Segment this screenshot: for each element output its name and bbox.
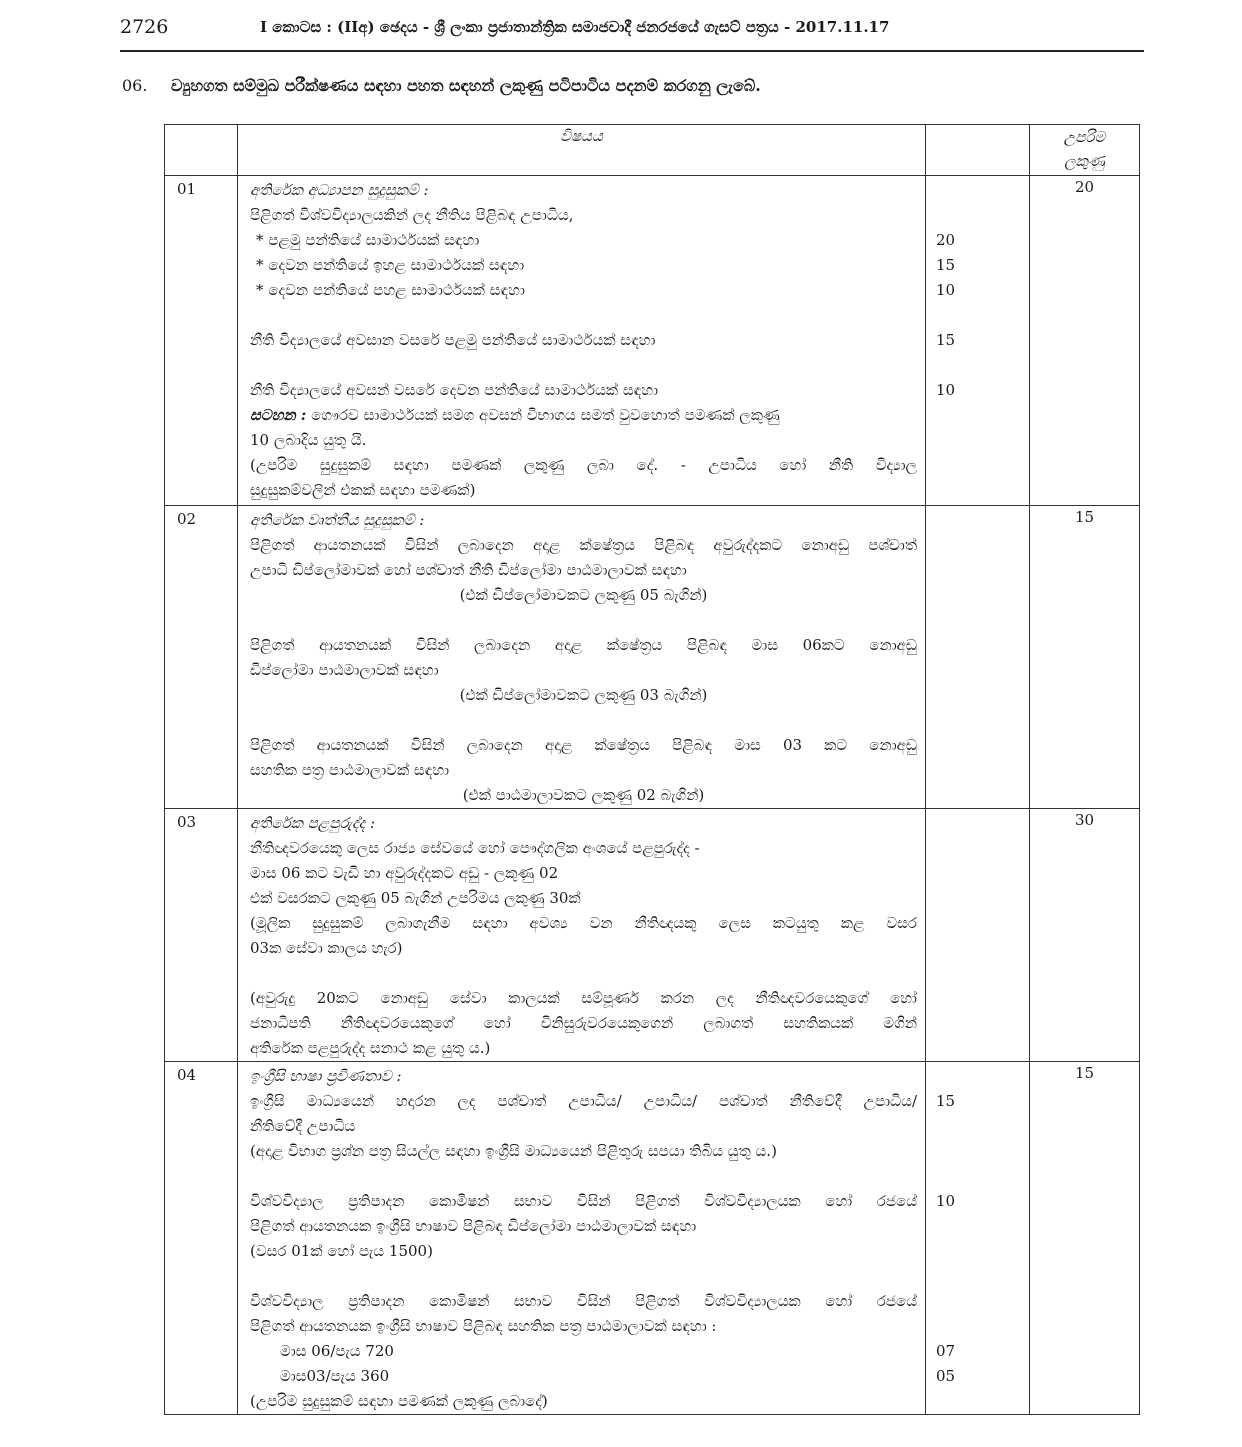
header-subject: විෂයය: [560, 127, 603, 145]
subject-line: * පළමු පන්තියේ සාමාර්ථයක් සඳහා: [256, 231, 480, 249]
sub-mark-empty: [936, 961, 1029, 986]
subject-line: අතිරේක පළපුරුද්ද සනාථ කළ යුතු ය.): [250, 1039, 491, 1057]
header-submarks-cell: [926, 125, 1030, 176]
subject-line: (උපරිම සුදුසුකම් සඳහා පමණක් ලකුණු ලබා දේ. - උපාධිය හෝ නීති විද්‍යාල: [250, 456, 917, 474]
sub-mark-empty: [936, 683, 1029, 708]
spacer: [250, 608, 917, 633]
sub-mark-empty: [936, 1114, 1029, 1139]
subject-heading: අතිරේක පළපුරුද්ද :: [250, 814, 376, 832]
sub-mark-value: 10: [936, 381, 956, 399]
sub-mark-empty: [936, 1314, 1029, 1339]
subject-line: (වසර 01ක් හෝ පැය 1500): [250, 1242, 433, 1260]
subject-line: සුදුසුකම්වලින් එකක් සඳහා පමණක්): [250, 481, 476, 499]
sub-mark-value: 20: [936, 231, 956, 249]
subject-line: (අවුරුදු 20කට නොඅඩු සේවා කාලයක් සම්පූර්ණ කරන ලද නීතිඥවරයෙකුගේ හෝ: [250, 989, 917, 1007]
sub-mark-empty: [936, 708, 1029, 733]
sub-mark-empty: [936, 936, 1029, 961]
section-number: 06.: [122, 76, 148, 95]
sub-mark-empty: [936, 453, 1029, 478]
max-marks: 15: [1030, 1062, 1140, 1415]
note-text: ගෞරව සාමාර්ථයක් සමග අවසන් විභාගය සමත් වුවහොත් පමණක් ලකුණු: [306, 406, 780, 424]
sub-mark-empty: [936, 758, 1029, 783]
subject-line: මාස 06/පැය 720: [280, 1342, 394, 1360]
section-intro: [122, 76, 761, 96]
sub-mark-empty: [936, 583, 1029, 608]
subject-line: ඉංග්‍රීසි මාධ්‍යයෙන් හදාරන ලද පශ්චාත් උපාධිය/ උපාධිය/ පශ්චාත් නීතිවේදී උපාධිය/: [250, 1092, 917, 1110]
subject-line: පිළිගත් ආයතනයක් විසින් ලබාදෙන අදාළ ක්ෂේත්‍රය පිළිබඳ අවුරුද්දකට නොඅඩු පශ්චාත්: [250, 536, 917, 554]
sub-marks-cell: [926, 176, 1030, 506]
sub-mark-empty: [936, 1064, 1029, 1089]
page-header: [120, 14, 1144, 52]
row-number: 04: [165, 1062, 238, 1415]
subject-line: 03ක සේවා කාලය හැර): [250, 939, 403, 957]
header-number-cell: [165, 125, 238, 176]
subject-line: පිළිගත් ආයතනයක් විසින් ලබාදෙන අදාළ ක්ෂේත්‍රය පිළිබඳ මාස 03 කට නොඅඩු: [250, 736, 917, 754]
sub-mark-empty: [936, 303, 1029, 328]
sub-mark-empty: [936, 836, 1029, 861]
section-intro-text: ව්‍යුහගත සම්මුඛ පරීක්ෂණය සඳහා පහත සඳහන් ලකුණු පටිපාටිය පදනම් කරගනු ලැබේ.: [171, 76, 761, 95]
sub-mark-empty: [936, 508, 1029, 533]
subject-line: නීතිවේදී උපාධිය: [250, 1117, 356, 1135]
subject-line: (උපරිම සුදුසුකම් සඳහා පමණක් ලකුණු ලබාදේ): [250, 1392, 548, 1410]
sub-mark-empty: [936, 608, 1029, 633]
header-max-line2: ලකුණු: [1064, 152, 1105, 170]
subject-line: (මූලික සුදුසුකම් ලබාගැනීම සඳහා අවශ්‍ය වන නීතිඥයකු ලෙස කටයුතු කළ වසර: [250, 914, 917, 932]
sub-mark-empty: [936, 1289, 1029, 1314]
sub-mark-empty: [936, 403, 1029, 428]
subject-line: ඩිප්ලෝමා පාඨමාලාවක් සඳහා: [250, 661, 439, 679]
sub-marks-cell: [926, 809, 1030, 1062]
subject-line: 10 ලබාදිය යුතු යි.: [250, 431, 367, 449]
subject-line: පිළිගත් ආයතනයක ඉංග්‍රීසි භාෂාව පිළිබඳ ඩිප්ලෝමා පාඨමාලාවක් සඳහා: [250, 1217, 697, 1235]
subject-line: පිළිගත් ආයතනයක ඉංග්‍රීසි භාෂාව පිළිබඳ සහතික පත්‍ර පාඨමාලාවක් සඳහා :: [250, 1317, 717, 1335]
note-label: සටහන :: [250, 406, 307, 424]
sub-mark-empty: [936, 783, 1029, 808]
subject-heading: අතිරේක අධ්‍යාපන සුදුසුකම් :: [250, 181, 429, 199]
spacer: [250, 1164, 917, 1189]
subject-line: විශ්වවිද්‍යාල ප්‍රතිපාදන කොමිෂන් සභාව විසින් පිළිගත් විශ්වවිද්‍යාලයක හෝ රජයේ: [250, 1292, 917, 1310]
header-subject-cell: [238, 125, 926, 176]
subject-line: (එක් ඩිප්ලෝමාවකට ලකුණු 03 බැගින්): [459, 686, 708, 704]
subject-heading: ඉංග්‍රීසි භාෂා ප්‍රවීණතාව :: [250, 1067, 402, 1085]
sub-mark-empty: [936, 203, 1029, 228]
sub-mark-empty: [936, 886, 1029, 911]
subject-line: (එක් ඩිප්ලෝමාවකට ලකුණු 05 බැගින්): [459, 586, 708, 604]
header-max-cell: [1030, 125, 1140, 176]
sub-mark-empty: [936, 811, 1029, 836]
header-max-line1: උපරිම: [1063, 128, 1106, 146]
sub-mark-empty: [936, 633, 1029, 658]
sub-mark-empty: [936, 1239, 1029, 1264]
subject-line: * දෙවන පන්තියේ ඉහළ සාමාර්ථයක් සඳහා: [256, 256, 525, 274]
sub-mark-value: 05: [936, 1367, 956, 1385]
subject-line: සහතික පත්‍ර පාඨමාලාවක් සඳහා: [250, 761, 450, 779]
max-marks: 20: [1030, 176, 1140, 506]
subject-line: (අදාළ විභාග ප්‍රශ්න පත්‍ර සියල්ල සඳහා ඉංග්‍රීසි මාධ්‍යයෙන් පිළිතුරු සපයා තිබිය යුතු ය.): [250, 1142, 777, 1160]
sub-mark-empty: [936, 1164, 1029, 1189]
sub-mark-empty: [936, 1139, 1029, 1164]
table-row: [165, 506, 1140, 809]
spacer: [250, 708, 917, 733]
row-number: 02: [165, 506, 238, 809]
subject-line: [250, 403, 917, 428]
sub-marks-cell: [926, 506, 1030, 809]
sub-mark-value: 15: [936, 256, 956, 274]
spacer: [250, 303, 917, 328]
sub-mark-empty: [936, 1264, 1029, 1289]
row-number: 03: [165, 809, 238, 1062]
sub-mark-empty: [936, 658, 1029, 683]
sub-mark-empty: [936, 911, 1029, 936]
subject-cell: [238, 506, 926, 809]
sub-mark-value: 10: [936, 281, 956, 299]
subject-line: පිළිගත් ආයතනයක් විසින් ලබාදෙන අදාළ ක්ෂේත්‍රය පිළිබඳ මාස 06කට නොඅඩු: [250, 636, 917, 654]
table-body: [165, 176, 1140, 1415]
subject-line: නීතිඥවරයෙකු ලෙස රාජ්‍ය සේවයේ හෝ පෞද්ගලික අංශයේ පළපුරුද්ද -: [250, 839, 700, 857]
sub-mark-value: 10: [936, 1192, 956, 1210]
marks-table: [164, 124, 1140, 1415]
subject-line: විශ්වවිද්‍යාල ප්‍රතිපාදන කොමිෂන් සභාව විසින් පිළිගත් විශ්වවිද්‍යාලයක හෝ රජයේ: [250, 1192, 917, 1210]
table-header-row: [165, 125, 1140, 176]
subject-line: * දෙවන පන්තියේ පහළ සාමාර්ථයක් සඳහා: [256, 281, 525, 299]
subject-line: නීති විද්‍යාලයේ අවසන් වසරේ දෙවන පන්තියේ සාමාර්ථයක් සඳහා: [250, 381, 659, 399]
sub-marks-cell: [926, 1062, 1030, 1415]
spacer: [250, 353, 917, 378]
spacer: [250, 961, 917, 986]
subject-line: ජනාධිපති නීතිඥවරයෙකුගේ හෝ විනිසුරුවරයෙකුගෙන් ලබාගත් සහතිකයක් මගින්: [250, 1014, 917, 1032]
table-row: [165, 809, 1140, 1062]
sub-mark-empty: [936, 1036, 1029, 1061]
subject-line: නීති විද්‍යාලයේ අවසාන වසරේ පළමු පන්තියේ සාමාර්ථයක් සඳහා: [250, 331, 656, 349]
subject-heading: අතිරේක වෘත්තීය සුදුසුකම් :: [250, 511, 425, 529]
sub-mark-empty: [936, 1011, 1029, 1036]
subject-cell: [238, 1062, 926, 1415]
sub-mark-empty: [936, 478, 1029, 503]
spacer: [250, 1264, 917, 1289]
row-number: 01: [165, 176, 238, 506]
sub-mark-empty: [936, 178, 1029, 203]
sub-mark-empty: [936, 733, 1029, 758]
sub-mark-value: 15: [936, 1092, 956, 1110]
subject-line: මාස03/පැය 360: [280, 1367, 390, 1385]
max-marks: 30: [1030, 809, 1140, 1062]
max-marks: 15: [1030, 506, 1140, 809]
sub-mark-empty: [936, 861, 1029, 886]
sub-mark-empty: [936, 533, 1029, 558]
table-row: [165, 1062, 1140, 1415]
subject-cell: [238, 176, 926, 506]
table-row: [165, 176, 1140, 506]
subject-line: මාස 06 කට වැඩි හා අවුරුද්දකට අඩු - ලකුණු 02: [250, 864, 559, 882]
sub-mark-empty: [936, 353, 1029, 378]
subject-line: එක් වසරකට ලකුණු 05 බැගින් උපරිමය ලකුණු 30ක්: [250, 889, 581, 907]
subject-cell: [238, 809, 926, 1062]
sub-mark-value: 15: [936, 331, 956, 349]
subject-line: උපාධි ඩිප්ලෝමාවක් හෝ පශ්චාත් නීති ඩිප්ලෝමා පාඨමාලාවක් සඳහා: [250, 561, 687, 579]
sub-mark-empty: [936, 1389, 1029, 1414]
subject-line: (එක් පාඨමාලාවකට ලකුණු 02 බැගින්): [462, 786, 705, 804]
subject-line: පිළිගත් විශ්වවිද්‍යාලයකින් ලද නීතිය පිළිබඳ උපාධිය,: [250, 206, 574, 224]
sub-mark-empty: [936, 986, 1029, 1011]
sub-mark-value: 07: [936, 1342, 956, 1360]
page-number: 2726: [120, 16, 169, 38]
sub-mark-empty: [936, 558, 1029, 583]
sub-mark-empty: [936, 1214, 1029, 1239]
gazette-title: I කොටස : (IIඅ) ඡෙදය - ශ්‍රී ලංකා ප්‍රජාතාන්ත්‍රික සමාජවාදී ජනරජයේ ගැසට් පත්‍රය - 2017.11.17: [260, 18, 890, 36]
sub-mark-empty: [936, 428, 1029, 453]
